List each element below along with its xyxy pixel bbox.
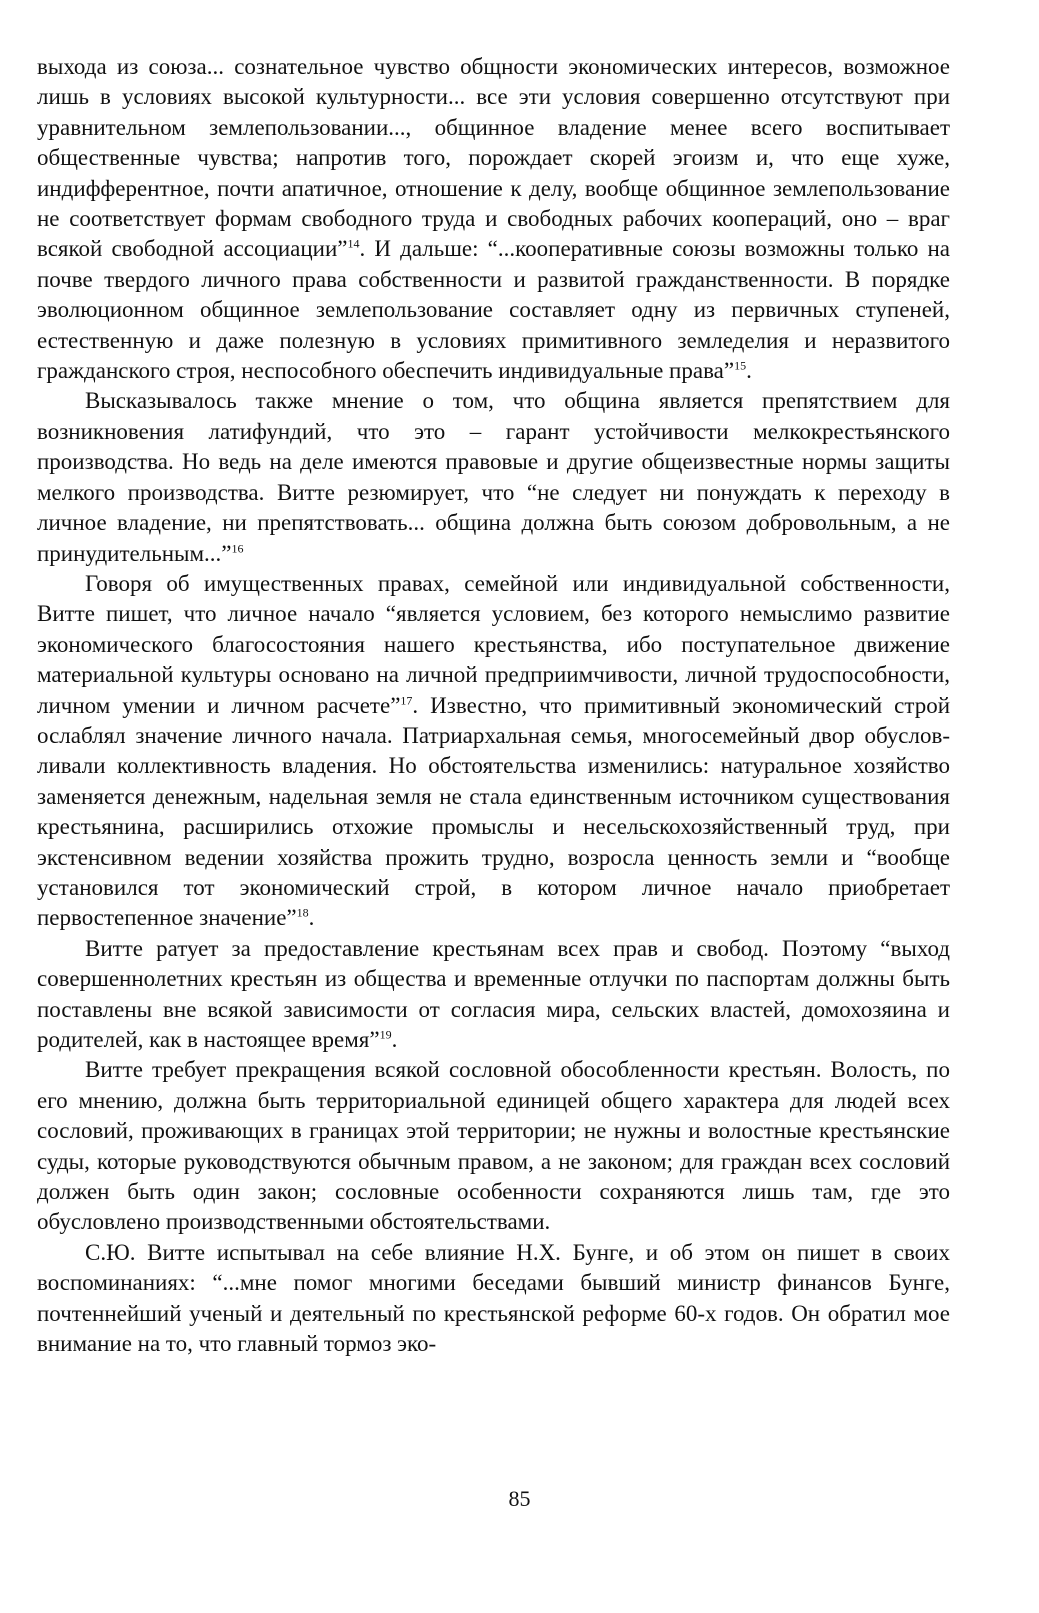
footnote-ref: 15 xyxy=(734,358,747,373)
paragraph-text: Высказывалось также мнение о том, что община является препятствием для возникновения латифундий, что это – гарант устойчивости мелкокрестьянского производства. Но ведь на деле имеются правовые и другие общеизвестные нормы защиты мелкого производства. Витте резюмирует, что “не следует ни понуждать к переходу в личное владение, ни препятствовать... община должна быть союзом добровольным, а не принудительным...” xyxy=(37,388,950,566)
paragraph-text: . Известно, что примитивный экономический строй ослаблял значение личного начала. Патриархальная семья, многосемейный двор обусловливали коллективность владения. Но обстоятельства изменились: натуральное хозяйство заменяется денежным, надельная земля не стала единственным источником существования крестьянина, расширились отхожие промыслы и несельскохозяйственный труд, при экстенсивном ведении хозяйства прожить трудно, возросла ценность земли и “вообще установился тот экономический строй, в котором личное начало приобретает первостепенное значение” xyxy=(37,692,951,931)
page-body xyxy=(37,52,950,1359)
paragraph-text: Говоря об имущественных правах, семейной или индивидуальной собственности, Витте пишет, что личное начало “является условием, без которого немыслимо развитие экономического благосостояния нашего крестьянства, ибо поступательное движение материальной культуры основано на личной предприимчивости, личной трудоспособности, личном умении и личном расчете” xyxy=(37,570,950,718)
page-number: 85 xyxy=(508,1486,531,1511)
footnote-ref: 19 xyxy=(379,1027,392,1042)
paragraph-text: . xyxy=(746,358,752,384)
paragraph xyxy=(37,934,950,1056)
paragraph xyxy=(37,569,950,934)
footnote-ref: 18 xyxy=(296,905,309,920)
paragraph xyxy=(37,52,950,386)
paragraph-text: С.Ю. Витте испытывал на себе влияние Н.Х. Бунге, и об этом он пишет в своих воспоминаниях: “...мне помог многими беседами бывший министр финансов Бунге, почтеннейший ученый и деятельный по крестьянской реформе 60-х годов. Он обратил мое внимание на то, что главный тормоз эко- xyxy=(37,1239,950,1357)
paragraph xyxy=(37,1055,950,1237)
paragraph-text: Витте требует прекращения всякой сословной обособленности крестьян. Волость, по его мнению, должна быть территориальной единицей общего характера для людей всех сословий, проживающих в границах этой территории; не нужны и волостные крестьянские суды, которые руководствуются обычным правом, а не законом; для граждан всех сословий должен быть один закон; сословные особенности сохраняются лишь там, где это обусловлено производственными обстоятельствами. xyxy=(37,1057,950,1235)
paragraph xyxy=(37,1238,950,1360)
footnote-ref: 16 xyxy=(231,540,244,555)
paragraph-text: . xyxy=(308,905,315,931)
paragraph-text: . И дальше: “...кооперативные союзы возможны только на почве твердого личного права собственности и развитой гражданственности. В порядке эволюционном общинное землепользование составляет одну из первичных ступеней, естественную и даже полезную в условиях примитивного земледелия и неразвитого гражданского строя, неспособного обеспечить индивидуальные права” xyxy=(37,236,951,384)
paragraph-text: выхода из союза... сознательное чувство общности экономических интересов, возможное лишь в условиях высокой культурности... все эти условия совершенно отсутствуют при уравнительном землепользовании..., общинное владение менее всего воспитывает общественные чувства; напротив того, порождает скорей эгоизм и, что еще хуже, индифферентное, почти апатичное, отношение к делу, вообще общинное землепользование не соответствует формам свободного труда и свободных рабочих коопераций, оно – враг всякой свободной ассоциации” xyxy=(37,54,950,262)
footnote-ref: 14 xyxy=(347,236,360,251)
paragraph-text: . xyxy=(391,1027,398,1052)
footnote-ref: 17 xyxy=(400,692,413,707)
paragraph-text: Витте ратует за предоставление крестьянам всех прав и свобод. Поэтому “выход совершеннолетних крестьян из общества и временные отлучки по паспортам должны быть поставлены вне всякой зависимости от согласия мира, сельских властей, домохозяина и родителей, как в настоящее время” xyxy=(37,935,950,1052)
paragraph xyxy=(37,386,950,568)
